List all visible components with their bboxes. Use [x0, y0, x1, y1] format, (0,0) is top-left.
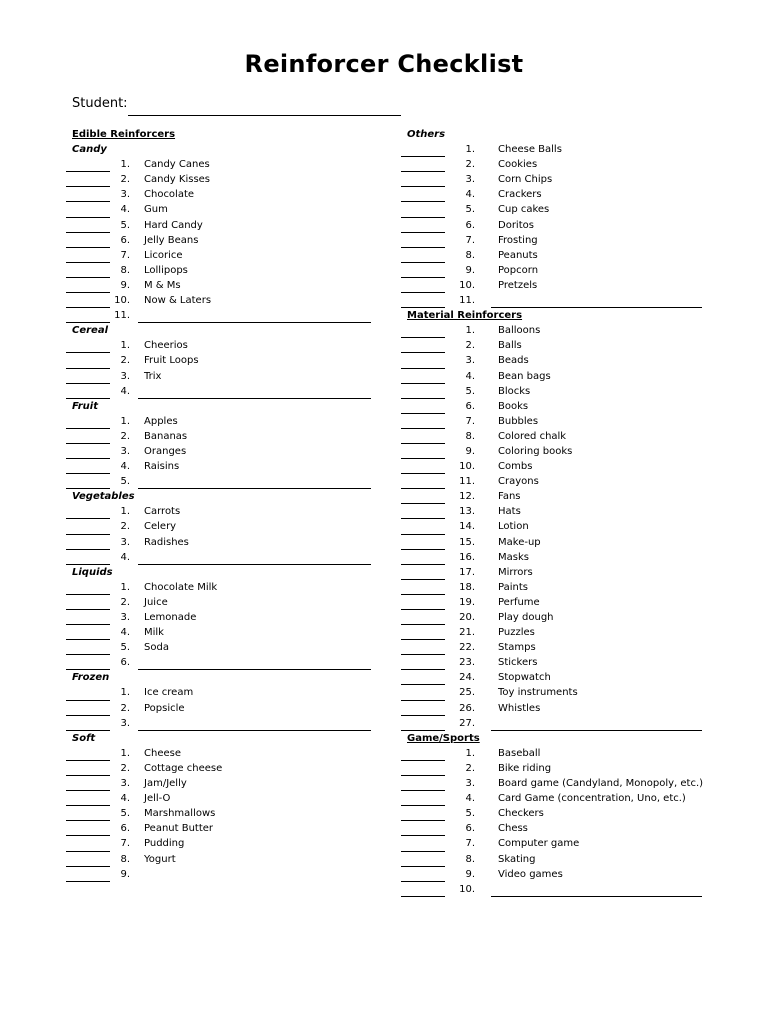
item-number: 4.: [120, 385, 130, 397]
item-number: 1.: [120, 506, 130, 518]
checklist-item: [66, 202, 376, 217]
item-number: 7.: [120, 838, 130, 850]
item-label: Coloring books: [498, 445, 573, 457]
checklist-item: [66, 369, 376, 384]
item-label: Lollipops: [144, 264, 188, 276]
item-label: Cheese Balls: [498, 144, 562, 156]
item-label: Books: [498, 400, 529, 412]
checklist-item: [66, 172, 376, 187]
checklist-item: [401, 489, 706, 504]
checklist-item: [66, 550, 376, 565]
item-number: 10.: [459, 883, 475, 895]
checklist-item: [66, 806, 376, 821]
item-number: 4.: [120, 204, 130, 216]
item-number: 5.: [465, 385, 475, 397]
subsection-header-candy: Candy: [72, 144, 107, 156]
checklist-item: [401, 459, 706, 474]
checklist-item: [66, 716, 376, 731]
subsection-header-frozen: Frozen: [72, 672, 110, 684]
checklist-item: [401, 504, 706, 519]
checklist-item: [66, 776, 376, 791]
item-label: Peanut Butter: [144, 823, 214, 835]
item-label: Jell-O: [144, 793, 171, 805]
item-number: 6.: [465, 219, 475, 231]
item-label: Colored chalk: [498, 430, 567, 442]
item-number: 6.: [465, 823, 475, 835]
item-label: Fans: [498, 491, 521, 503]
checklist-item: [401, 142, 706, 157]
subsection-header-cereal: Cereal: [72, 325, 109, 337]
item-number: 5.: [120, 219, 130, 231]
item-number: 4.: [120, 793, 130, 805]
item-number: 2.: [465, 159, 475, 171]
subsection-header-soft: Soft: [72, 732, 96, 744]
checklist-item: [66, 414, 376, 429]
item-label: Crackers: [498, 189, 542, 201]
rating-blank[interactable]: [401, 896, 445, 897]
checklist-item: [401, 263, 706, 278]
checklist-item: [66, 761, 376, 776]
checklist-item: [401, 293, 706, 308]
item-number: 25.: [459, 687, 475, 699]
checklist-item: [401, 670, 706, 685]
checklist-item: [401, 821, 706, 836]
item-label: Toy instruments: [498, 687, 578, 699]
item-number: 19.: [459, 596, 475, 608]
item-label: Chocolate: [144, 189, 195, 201]
checklist-item: [66, 867, 376, 882]
checklist-item: [401, 806, 706, 821]
item-number: 5.: [120, 476, 130, 488]
item-number: 11.: [459, 295, 475, 307]
page-title: Reinforcer Checklist: [244, 50, 524, 78]
checklist-item: [401, 776, 706, 791]
item-number: 7.: [465, 415, 475, 427]
item-number: 3.: [465, 355, 475, 367]
item-number: 2.: [120, 430, 130, 442]
checklist-item: [401, 791, 706, 806]
item-label: Computer game: [498, 838, 580, 850]
item-number: 2.: [120, 174, 130, 186]
item-label: Lemonade: [144, 612, 197, 623]
student-name-field[interactable]: [128, 115, 401, 116]
item-label: Hats: [498, 506, 521, 518]
item-number: 10.: [459, 279, 475, 291]
item-number: 2.: [120, 702, 130, 714]
item-number: 1.: [120, 747, 130, 759]
item-number: 4.: [120, 551, 130, 563]
checklist-item: [401, 867, 706, 882]
item-number: 7.: [465, 234, 475, 246]
checklist-item: [401, 172, 706, 187]
item-label: Ice cream: [144, 687, 194, 699]
item-label: Milk: [144, 627, 164, 639]
item-number: 1.: [465, 747, 475, 759]
item-number: 27.: [459, 717, 475, 729]
checklist-item: [66, 535, 376, 550]
checklist-item: [66, 610, 376, 625]
item-label: Apples: [144, 415, 178, 427]
item-label: Frosting: [498, 234, 538, 246]
item-label: Pudding: [144, 838, 185, 850]
item-label: Baseball: [498, 747, 541, 759]
item-label: Carrots: [144, 506, 181, 518]
checklist-item: [401, 685, 706, 700]
item-label: Board game (Candyland, Monopoly, etc.): [498, 778, 704, 790]
item-number: 2.: [120, 762, 130, 774]
item-label: Gum: [144, 204, 168, 216]
item-label: Paints: [498, 581, 528, 593]
item-number: 9.: [465, 264, 475, 276]
item-label: Combs: [498, 461, 533, 473]
item-label: Radishes: [144, 536, 189, 548]
item-label: Skating: [498, 853, 536, 865]
item-label: Lotion: [498, 521, 529, 533]
item-label: Chess: [498, 823, 528, 835]
item-label: Make-up: [498, 536, 541, 548]
item-number: 4.: [465, 370, 475, 382]
item-label: Blocks: [498, 385, 531, 397]
checklist-item: [401, 414, 706, 429]
subsection-header-others: Others: [407, 129, 446, 140]
item-number: 22.: [459, 642, 475, 654]
item-number: 1.: [465, 325, 475, 337]
checklist-item: [66, 791, 376, 806]
item-number: 5.: [120, 642, 130, 654]
item-number: 6.: [465, 400, 475, 412]
item-number: 16.: [459, 551, 475, 563]
checklist-item: [66, 308, 376, 323]
item-number: 14.: [459, 521, 475, 533]
checklist-item: [401, 882, 706, 897]
item-number: 24.: [459, 672, 475, 684]
item-label: Video games: [498, 868, 563, 880]
item-label: Balls: [498, 340, 522, 352]
item-number: 1.: [120, 340, 130, 352]
checklist-item: [66, 293, 376, 308]
checklist-item: [66, 157, 376, 172]
rating-blank[interactable]: [66, 881, 110, 882]
item-number: 5.: [465, 204, 475, 216]
item-label: Card Game (concentration, Uno, etc.): [498, 793, 686, 805]
subsection-header-liquids: Liquids: [72, 566, 113, 578]
item-label: Cheese: [144, 747, 181, 759]
checklist-item: [66, 852, 376, 867]
checklist-item: [401, 444, 706, 459]
item-number: 8.: [120, 264, 130, 276]
item-label: Bubbles: [498, 415, 539, 427]
item-label: Bean bags: [498, 370, 551, 382]
checklist-item: [401, 202, 706, 217]
checklist-item: [66, 248, 376, 263]
item-label: Fruit Loops: [144, 355, 199, 367]
item-label: Checkers: [498, 808, 544, 820]
item-number: 3.: [120, 778, 130, 790]
item-number: 4.: [465, 189, 475, 201]
item-label: Candy Kisses: [144, 174, 211, 186]
checklist-item: [401, 353, 706, 368]
item-number: 2.: [120, 596, 130, 608]
item-label: Stickers: [498, 657, 538, 669]
item-number: 13.: [459, 506, 475, 518]
item-label: Juice: [144, 596, 168, 608]
item-label: Soda: [144, 642, 169, 654]
checklist-item: [401, 625, 706, 640]
item-number: 1.: [120, 687, 130, 699]
checklist-item: [66, 580, 376, 595]
item-number: 3.: [120, 536, 130, 548]
checklist-item: [401, 836, 706, 851]
checklist-item: [401, 248, 706, 263]
checklist-item: [401, 761, 706, 776]
item-label: Crayons: [498, 476, 539, 488]
item-number: 7.: [465, 838, 475, 850]
item-label: Jam/Jelly: [144, 778, 187, 790]
subsection-header-fruit: Fruit: [72, 400, 98, 412]
item-number: 17.: [459, 566, 475, 578]
checklist-item: [66, 504, 376, 519]
item-label: Now & Laters: [144, 295, 212, 307]
item-label: Hard Candy: [144, 219, 203, 231]
item-label: Pretzels: [498, 279, 538, 291]
item-number: 4.: [120, 461, 130, 473]
checklist-item: [401, 218, 706, 233]
item-label: Candy Canes: [144, 159, 210, 171]
checklist-item: [66, 519, 376, 534]
item-number: 2.: [465, 340, 475, 352]
item-label: Puzzles: [498, 627, 535, 639]
checklist-item: [66, 187, 376, 202]
item-label: Bike riding: [498, 762, 552, 774]
checklist-item: [66, 685, 376, 700]
item-number: 2.: [465, 762, 475, 774]
item-label: Cheerios: [144, 340, 188, 352]
item-number: 8.: [465, 853, 475, 865]
checklist-item: [401, 716, 706, 731]
checklist-item: [66, 821, 376, 836]
item-label: Celery: [144, 521, 177, 533]
item-label: Jelly Beans: [144, 234, 199, 246]
item-label: Chocolate Milk: [144, 581, 218, 593]
item-number: 9.: [120, 279, 130, 291]
item-label: Cup cakes: [498, 204, 550, 216]
checklist-item: [401, 338, 706, 353]
item-label: Stamps: [498, 642, 536, 654]
checklist-item: [66, 701, 376, 716]
item-number: 11.: [114, 310, 130, 322]
item-number: 6.: [120, 234, 130, 246]
checklist-item: [66, 640, 376, 655]
checklist-item: [66, 384, 376, 399]
checklist-item: [401, 429, 706, 444]
checklist-item: [66, 746, 376, 761]
write-in-line[interactable]: [491, 896, 702, 897]
item-number: 8.: [465, 430, 475, 442]
checklist-item: [401, 519, 706, 534]
checklist-item: [66, 625, 376, 640]
section-header-material-reinforcers: Material Reinforcers: [407, 310, 523, 322]
item-label: Whistles: [498, 702, 541, 714]
item-label: Beads: [498, 355, 529, 367]
right-column: [401, 127, 706, 897]
checklist-item: [66, 233, 376, 248]
item-label: Balloons: [498, 325, 541, 337]
item-number: 3.: [120, 189, 130, 201]
checklist-item: [401, 550, 706, 565]
checklist-item: [401, 323, 706, 338]
item-number: 7.: [120, 249, 130, 261]
item-number: 3.: [120, 370, 130, 382]
checklist-item: [66, 474, 376, 489]
item-label: Perfume: [498, 596, 540, 608]
item-number: 1.: [465, 144, 475, 156]
item-number: 3.: [120, 612, 130, 623]
item-number: 4.: [120, 627, 130, 639]
checklist-item: [401, 640, 706, 655]
item-number: 9.: [465, 868, 475, 880]
item-number: 6.: [120, 657, 130, 669]
checklist-item: [66, 444, 376, 459]
item-number: 5.: [465, 808, 475, 820]
item-label: Oranges: [144, 445, 187, 457]
item-number: 9.: [465, 445, 475, 457]
checklist-item: [401, 278, 706, 293]
checklist-item: [66, 338, 376, 353]
checklist-item: [401, 595, 706, 610]
item-label: Popsicle: [144, 702, 185, 714]
section-header-edible-reinforcers: Edible Reinforcers: [72, 129, 176, 140]
item-label: Doritos: [498, 219, 534, 231]
item-number: 5.: [120, 808, 130, 820]
item-label: Licorice: [144, 249, 183, 261]
item-number: 4.: [465, 793, 475, 805]
checklist-item: [66, 353, 376, 368]
item-number: 8.: [465, 249, 475, 261]
item-number: 3.: [120, 717, 130, 729]
checklist-item: [401, 535, 706, 550]
checklist-item: [401, 580, 706, 595]
item-label: Masks: [498, 551, 529, 563]
item-number: 8.: [120, 853, 130, 865]
checklist-item: [66, 278, 376, 293]
item-label: Yogurt: [144, 853, 176, 865]
checklist-item: [66, 459, 376, 474]
checklist-item: [66, 218, 376, 233]
item-number: 10.: [114, 295, 130, 307]
item-label: Cookies: [498, 159, 538, 171]
item-number: 3.: [465, 174, 475, 186]
item-number: 3.: [465, 778, 475, 790]
item-number: 21.: [459, 627, 475, 639]
checklist-item: [401, 384, 706, 399]
item-number: 18.: [459, 581, 475, 593]
item-number: 3.: [120, 445, 130, 457]
checklist-item: [401, 474, 706, 489]
checklist-item: [66, 263, 376, 278]
checklist-item: [401, 399, 706, 414]
item-label: M & Ms: [144, 279, 181, 291]
checklist-item: [401, 701, 706, 716]
item-number: 20.: [459, 612, 475, 623]
item-label: Marshmallows: [144, 808, 216, 820]
checklist-item: [401, 157, 706, 172]
checklist-item: [401, 187, 706, 202]
item-number: 9.: [120, 868, 130, 880]
item-number: 6.: [120, 823, 130, 835]
checklist-item: [66, 429, 376, 444]
item-number: 11.: [459, 476, 475, 488]
subsection-header-vegetables: Vegetables: [72, 491, 135, 503]
item-number: 1.: [120, 159, 130, 171]
item-number: 12.: [459, 491, 475, 503]
item-label: Popcorn: [498, 264, 539, 276]
student-label: Student:: [72, 96, 128, 111]
item-number: 2.: [120, 521, 130, 533]
checklist-item: [401, 852, 706, 867]
checklist-item: [401, 655, 706, 670]
item-label: Play dough: [498, 612, 554, 623]
checklist-item: [401, 565, 706, 580]
item-number: 2.: [120, 355, 130, 367]
item-number: 1.: [120, 581, 130, 593]
item-number: 26.: [459, 702, 475, 714]
item-label: Trix: [144, 370, 162, 382]
item-label: Cottage cheese: [144, 762, 223, 774]
checklist-item: [66, 836, 376, 851]
item-label: Corn Chips: [498, 174, 553, 186]
item-label: Mirrors: [498, 566, 533, 578]
item-label: Stopwatch: [498, 672, 551, 684]
left-column: [66, 127, 376, 882]
checklist-item: [66, 595, 376, 610]
checklist-item: [401, 610, 706, 625]
section-header-game-sports: Game/Sports: [407, 732, 480, 744]
item-label: Peanuts: [498, 249, 538, 261]
item-label: Raisins: [144, 461, 180, 473]
item-number: 1.: [120, 415, 130, 427]
checklist-item: [66, 655, 376, 670]
checklist-item: [401, 369, 706, 384]
item-number: 15.: [459, 536, 475, 548]
checklist-item: [401, 746, 706, 761]
item-number: 10.: [459, 461, 475, 473]
item-number: 23.: [459, 657, 475, 669]
checklist-item: [401, 233, 706, 248]
item-label: Bananas: [144, 430, 188, 442]
